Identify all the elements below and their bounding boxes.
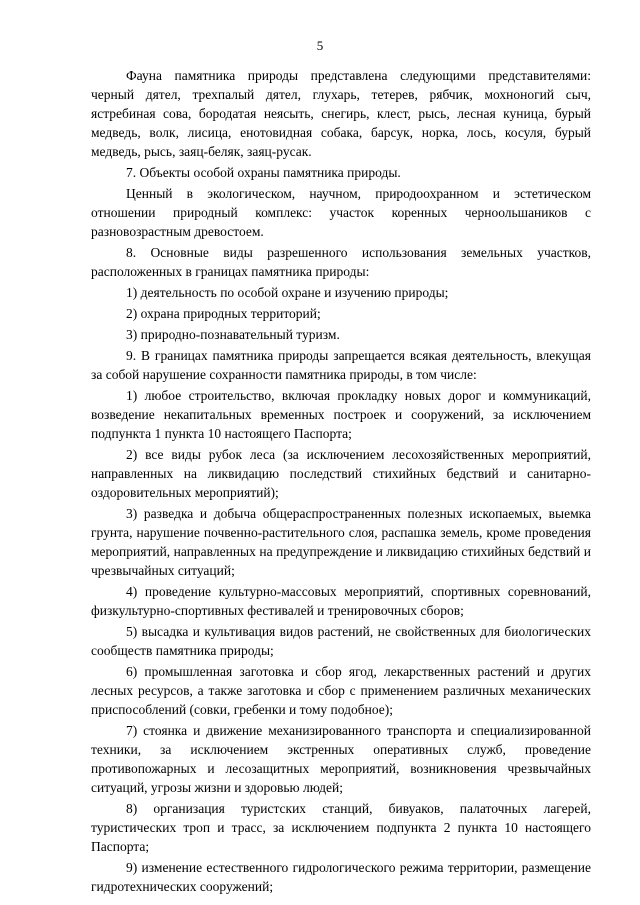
list-item-9-1: 1) любое строительство, включая прокладку новых дорог и коммуникаций, возведение некапитальных временных построек и сооружений, за исключением подпункта 1 пункта 10 настоящего Паспорта; [91,388,591,441]
document-body [91,66,591,898]
list-item-9-5: 5) высадка и культивация видов растений, не свойственных для биологических сообществ памятника природы; [91,624,591,658]
page-number: 5 [316,38,324,53]
list-item-9-2: 2) все виды рубок леса (за исключением лесохозяйственных мероприятий, направленных на ликвидацию последствий стихийных бедствий и санитарно-оздоровительных мероприятий); [91,447,591,500]
list-item-8-1: 1) деятельность по особой охране и изучению природы; [126,285,449,300]
list-item-8-2: 2) охрана природных территорий; [126,306,321,321]
list-item-9-7: 7) стоянка и движение механизированного транспорта и специализированной техники, за исключением экстренных оперативных служб, проведение противопожарных и лесозащитных мероприятий, возникновения чрезвычайных ситуаций, угрозы жизни и здоровью людей; [91,723,591,795]
paragraph-section-7-heading: 7. Объекты особой охраны памятника природы. [126,165,401,180]
list-item-9-3: 3) разведка и добыча общераспространенных полезных ископаемых, выемка грунта, нарушение почвенно-растительного слоя, распашка земель, кроме проведения мероприятий, направленных на предупреждение и ликвидацию стихийных бедствий и чрезвычайных ситуаций; [91,506,591,578]
paragraph-fauna: Фауна памятника природы представлена следующими представителями: черный дятел, трехпалый дятел, глухарь, тетерев, рябчик, мохноногий сыч, ястребиная сова, бородатая неясыть, снегирь, клест, рысь, лесная куница, бурый медведь, волк, лисица, енотовидная собака, барсук, норка, лось, косуля, бурый медведь, рысь, заяц-беляк, заяц-русак. [91,68,591,159]
list-item-9-9: 9) изменение естественного гидрологического режима территории, размещение гидротехнических сооружений; [91,860,591,894]
list-item-9-4: 4) проведение культурно-массовых мероприятий, спортивных соревнований, физкультурно-спортивных фестивалей и тренировочных сборов; [91,584,591,618]
list-item-9-6: 6) промышленная заготовка и сбор ягод, лекарственных растений и других лесных ресурсов, а также заготовка и сбор с применением различных механических приспособлений (совки, гребенки и тому подобное); [91,664,591,717]
paragraph-section-9-heading: 9. В границах памятника природы запрещается всякая деятельность, влекущая за собой нарушение сохранности памятника природы, в том числе: [91,348,591,382]
paragraph-section-8-heading: 8. Основные виды разрешенного использования земельных участков, расположенных в границах памятника природы: [91,245,591,279]
list-item-8-3: 3) природно-познавательный туризм. [126,327,340,342]
list-item-9-8: 8) организация туристских станций, бивуаков, палаточных лагерей, туристических троп и трасс, за исключением подпункта 2 пункта 10 настоящего Паспорта; [91,801,591,854]
paragraph-protected-objects: Ценный в экологическом, научном, природоохранном и эстетическом отношении природный комплекс: участок коренных черноольшаников с разновозрастным древостоем. [91,186,591,239]
